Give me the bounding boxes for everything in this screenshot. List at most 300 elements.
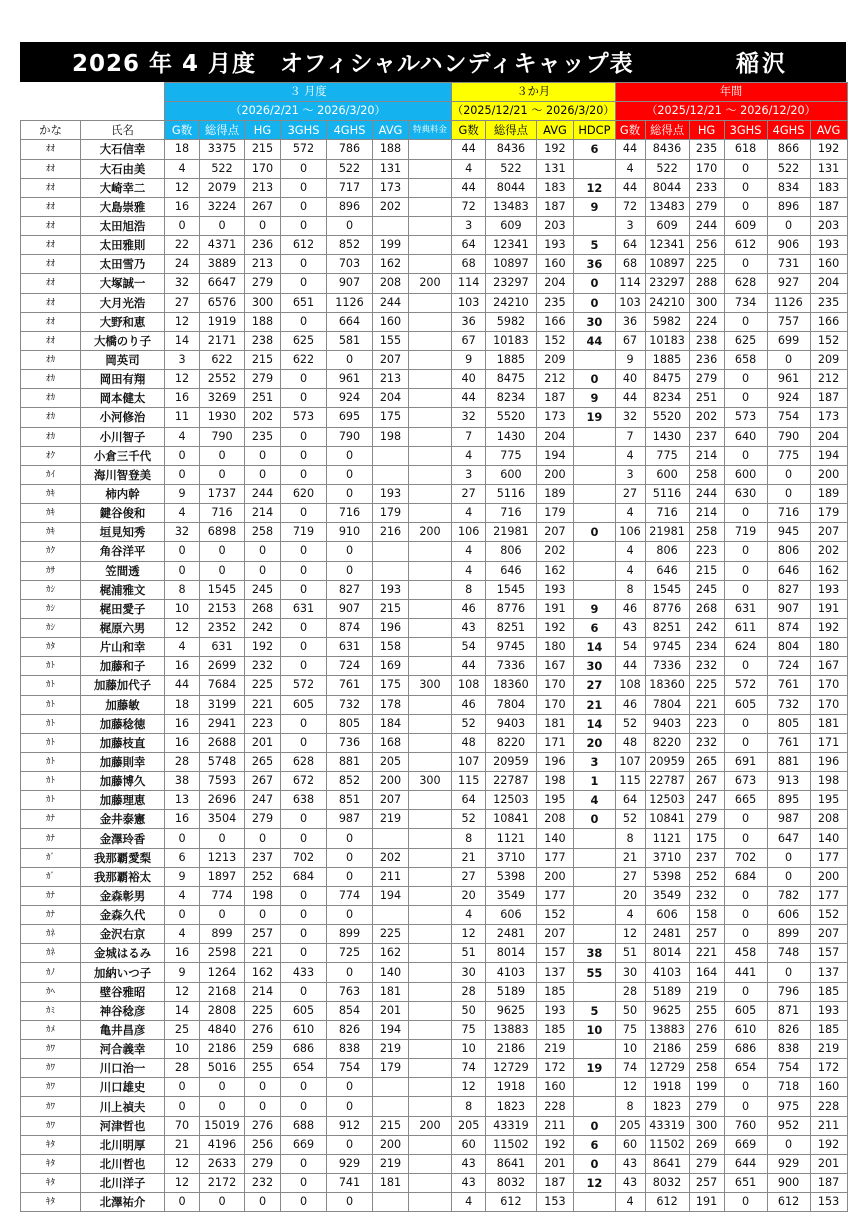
cell-m-3ghs: 0	[281, 504, 327, 523]
cell-m-avg: 194	[373, 886, 409, 905]
cell-name: 柿内幹	[81, 484, 165, 503]
cell-m-3ghs: 684	[281, 867, 327, 886]
cell-y-3ghs: 0	[724, 178, 767, 197]
cell-y-g: 3	[615, 465, 645, 484]
cell-q-total: 8776	[486, 599, 536, 618]
cell-m-4ghs: 910	[327, 523, 373, 542]
cell-m-bonus	[409, 465, 452, 484]
cell-m-hg: 213	[245, 255, 281, 274]
cell-y-g: 44	[615, 140, 645, 159]
cell-q-g: 27	[452, 484, 486, 503]
cell-kana: ｶﾀ	[21, 638, 81, 657]
cell-m-avg: 160	[373, 312, 409, 331]
cell-m-4ghs: 790	[327, 427, 373, 446]
cell-q-total: 7336	[486, 657, 536, 676]
cell-q-g: 27	[452, 867, 486, 886]
cell-m-hg: 225	[245, 676, 281, 695]
cell-q-avg: 198	[536, 772, 574, 791]
cell-y-4ghs: 874	[767, 618, 810, 637]
table-row	[21, 982, 848, 1001]
cell-m-bonus	[409, 1097, 452, 1116]
cell-kana: ｶﾅ	[21, 810, 81, 829]
cell-q-total: 8014	[486, 944, 536, 963]
cell-y-total: 5189	[645, 982, 689, 1001]
club-name: 稲沢	[736, 51, 788, 77]
cell-y-g: 27	[615, 867, 645, 886]
cell-q-g: 4	[452, 504, 486, 523]
cell-m-3ghs: 605	[281, 695, 327, 714]
cell-y-3ghs: 0	[724, 906, 767, 925]
cell-y-total: 646	[645, 561, 689, 580]
cell-q-g: 44	[452, 178, 486, 197]
cell-y-4ghs: 866	[767, 140, 810, 159]
cell-m-hg: 225	[245, 1001, 281, 1020]
cell-m-total: 1545	[200, 580, 245, 599]
col-annual-3ghs: 3GHS	[724, 121, 767, 140]
cell-q-g: 64	[452, 236, 486, 255]
cell-y-g: 12	[615, 925, 645, 944]
cell-y-total: 1885	[645, 350, 689, 369]
table-row	[21, 1001, 848, 1020]
cell-m-3ghs: 0	[281, 1174, 327, 1193]
cell-name: 笠間透	[81, 561, 165, 580]
cell-y-total: 1545	[645, 580, 689, 599]
cell-y-g: 8	[615, 580, 645, 599]
cell-m-3ghs: 572	[281, 676, 327, 695]
cell-m-3ghs: 0	[281, 159, 327, 178]
col-3m-hdcp: HDCP	[574, 121, 615, 140]
cell-m-4ghs: 852	[327, 772, 373, 791]
column-header-row	[21, 121, 848, 140]
cell-y-g: 46	[615, 599, 645, 618]
cell-name: 亀井昌彦	[81, 1020, 165, 1039]
cell-m-bonus	[409, 791, 452, 810]
cell-y-hg: 245	[689, 580, 724, 599]
cell-m-g: 16	[165, 714, 200, 733]
cell-m-4ghs: 929	[327, 1154, 373, 1173]
cell-name: 加藤則幸	[81, 752, 165, 771]
cell-kana: ｵｵ	[21, 312, 81, 331]
table-row	[21, 1135, 848, 1154]
cell-y-hg: 279	[689, 370, 724, 389]
cell-y-g: 8	[615, 829, 645, 848]
cell-m-4ghs: 874	[327, 618, 373, 637]
cell-q-g: 40	[452, 370, 486, 389]
cell-name: 加藤理恵	[81, 791, 165, 810]
cell-m-avg	[373, 446, 409, 465]
cell-y-total: 24210	[645, 293, 689, 312]
cell-m-g: 0	[165, 1078, 200, 1097]
cell-kana: ｵｶ	[21, 350, 81, 369]
cell-y-4ghs: 899	[767, 925, 810, 944]
cell-m-total: 0	[200, 542, 245, 561]
col-monthly-total: 総得点	[200, 121, 245, 140]
three-month-period-range: （2025/12/21 ～ 2026/3/20）	[452, 102, 616, 121]
cell-m-3ghs: 0	[281, 714, 327, 733]
cell-m-avg: 175	[373, 676, 409, 695]
cell-y-avg: 137	[810, 963, 847, 982]
cell-q-total: 24210	[486, 293, 536, 312]
cell-m-hg: 221	[245, 695, 281, 714]
table-row	[21, 772, 848, 791]
table-row	[21, 1097, 848, 1116]
cell-y-4ghs: 1126	[767, 293, 810, 312]
cell-y-g: 72	[615, 197, 645, 216]
cell-m-bonus	[409, 752, 452, 771]
cell-y-3ghs: 0	[724, 982, 767, 1001]
cell-m-total: 2808	[200, 1001, 245, 1020]
cell-y-g: 4	[615, 1193, 645, 1212]
cell-m-bonus	[409, 1040, 452, 1059]
cell-name: 北川洋子	[81, 1174, 165, 1193]
table-row	[21, 906, 848, 925]
cell-m-bonus	[409, 140, 452, 159]
cell-m-g: 10	[165, 599, 200, 618]
cell-kana: ｵｶ	[21, 408, 81, 427]
cell-y-avg: 219	[810, 1040, 847, 1059]
cell-y-3ghs: 651	[724, 1174, 767, 1193]
col-monthly-3ghs: 3GHS	[281, 121, 327, 140]
annual-period-label: 年間	[615, 83, 847, 102]
cell-m-avg: 184	[373, 714, 409, 733]
cell-y-4ghs: 927	[767, 274, 810, 293]
cell-m-3ghs: 572	[281, 140, 327, 159]
cell-y-hg: 258	[689, 523, 724, 542]
cell-q-avg: 152	[536, 331, 574, 350]
cell-y-hg: 191	[689, 1193, 724, 1212]
cell-m-hg: 232	[245, 657, 281, 676]
cell-q-total: 8220	[486, 733, 536, 752]
cell-q-avg: 187	[536, 389, 574, 408]
cell-y-3ghs: 631	[724, 599, 767, 618]
cell-m-3ghs: 702	[281, 848, 327, 867]
cell-y-total: 1121	[645, 829, 689, 848]
cell-m-avg: 201	[373, 1001, 409, 1020]
cell-m-4ghs: 854	[327, 1001, 373, 1020]
cell-hdcp	[574, 1040, 615, 1059]
cell-kana: ｶﾒ	[21, 1020, 81, 1039]
cell-m-4ghs: 851	[327, 791, 373, 810]
cell-m-avg: 179	[373, 1059, 409, 1078]
cell-y-avg: 192	[810, 618, 847, 637]
three-month-period-label: ３か月	[452, 83, 616, 102]
cell-hdcp	[574, 1097, 615, 1116]
cell-m-4ghs: 0	[327, 561, 373, 580]
cell-m-3ghs: 0	[281, 886, 327, 905]
cell-m-total: 7684	[200, 676, 245, 695]
cell-y-total: 4103	[645, 963, 689, 982]
cell-m-total: 3199	[200, 695, 245, 714]
cell-y-hg: 258	[689, 1059, 724, 1078]
table-row	[21, 714, 848, 733]
cell-q-total: 806	[486, 542, 536, 561]
cell-m-hg: 0	[245, 542, 281, 561]
cell-kana: ｵｵ	[21, 216, 81, 235]
cell-y-hg: 237	[689, 848, 724, 867]
cell-y-3ghs: 0	[724, 312, 767, 331]
cell-q-total: 775	[486, 446, 536, 465]
cell-y-total: 10897	[645, 255, 689, 274]
cell-y-4ghs: 606	[767, 906, 810, 925]
cell-y-total: 5982	[645, 312, 689, 331]
monthly-period-label: ３ 月度	[165, 83, 452, 102]
cell-y-total: 22787	[645, 772, 689, 791]
cell-m-4ghs: 852	[327, 236, 373, 255]
cell-m-bonus	[409, 1001, 452, 1020]
cell-y-total: 3549	[645, 886, 689, 905]
cell-q-avg: 193	[536, 1001, 574, 1020]
cell-y-4ghs: 0	[767, 350, 810, 369]
cell-hdcp: 30	[574, 657, 615, 676]
cell-m-avg: 219	[373, 1040, 409, 1059]
cell-q-g: 4	[452, 906, 486, 925]
cell-m-4ghs: 581	[327, 331, 373, 350]
cell-y-total: 7804	[645, 695, 689, 714]
cell-y-avg: 160	[810, 1078, 847, 1097]
cell-y-hg: 175	[689, 829, 724, 848]
cell-y-4ghs: 796	[767, 982, 810, 1001]
cell-name: 大石由美	[81, 159, 165, 178]
cell-q-g: 44	[452, 389, 486, 408]
cell-y-3ghs: 702	[724, 848, 767, 867]
cell-m-avg: 131	[373, 159, 409, 178]
cell-m-4ghs: 0	[327, 465, 373, 484]
table-row	[21, 867, 848, 886]
cell-hdcp	[574, 906, 615, 925]
cell-y-hg: 221	[689, 695, 724, 714]
cell-kana: ｶﾞ	[21, 867, 81, 886]
cell-name: 大島崇雅	[81, 197, 165, 216]
cell-kana: ｶﾄ	[21, 752, 81, 771]
cell-m-g: 13	[165, 791, 200, 810]
cell-y-total: 5398	[645, 867, 689, 886]
cell-m-4ghs: 716	[327, 504, 373, 523]
cell-hdcp: 0	[574, 810, 615, 829]
cell-kana: ｶﾜ	[21, 1078, 81, 1097]
cell-y-3ghs: 0	[724, 389, 767, 408]
cell-q-g: 4	[452, 159, 486, 178]
cell-q-avg: 207	[536, 523, 574, 542]
cell-name: 岡英司	[81, 350, 165, 369]
cell-q-total: 13483	[486, 197, 536, 216]
cell-y-3ghs: 669	[724, 1135, 767, 1154]
cell-m-avg	[373, 829, 409, 848]
cell-m-hg: 198	[245, 886, 281, 905]
cell-y-4ghs: 748	[767, 944, 810, 963]
cell-y-g: 44	[615, 389, 645, 408]
cell-m-total: 4840	[200, 1020, 245, 1039]
cell-y-4ghs: 900	[767, 1174, 810, 1193]
cell-y-avg: 171	[810, 733, 847, 752]
cell-kana: ｶﾄ	[21, 695, 81, 714]
cell-q-g: 20	[452, 886, 486, 905]
col-monthly-bonus: 特典料金	[409, 121, 452, 140]
cell-y-avg: 157	[810, 944, 847, 963]
cell-m-hg: 236	[245, 236, 281, 255]
cell-m-total: 3224	[200, 197, 245, 216]
cell-y-avg: 196	[810, 752, 847, 771]
cell-m-g: 22	[165, 236, 200, 255]
cell-y-hg: 258	[689, 465, 724, 484]
cell-m-total: 2168	[200, 982, 245, 1001]
table-row	[21, 312, 848, 331]
cell-m-3ghs: 0	[281, 1078, 327, 1097]
cell-q-avg: 166	[536, 312, 574, 331]
cell-m-3ghs: 622	[281, 350, 327, 369]
cell-m-avg: 196	[373, 618, 409, 637]
cell-m-g: 0	[165, 216, 200, 235]
cell-m-hg: 201	[245, 733, 281, 752]
cell-y-g: 12	[615, 1078, 645, 1097]
cell-y-3ghs: 630	[724, 484, 767, 503]
cell-m-avg: 193	[373, 484, 409, 503]
cell-y-g: 205	[615, 1116, 645, 1135]
cell-m-total: 0	[200, 1078, 245, 1097]
cell-y-avg: 200	[810, 867, 847, 886]
cell-y-avg: 193	[810, 236, 847, 255]
col-annual-avg: AVG	[810, 121, 847, 140]
cell-kana: ｶｷ	[21, 484, 81, 503]
cell-m-g: 10	[165, 1040, 200, 1059]
cell-name: 川口治一	[81, 1059, 165, 1078]
cell-q-avg: 185	[536, 1020, 574, 1039]
cell-hdcp	[574, 484, 615, 503]
cell-q-avg: 157	[536, 944, 574, 963]
cell-y-3ghs: 640	[724, 427, 767, 446]
cell-m-hg: 223	[245, 714, 281, 733]
cell-y-avg: 131	[810, 159, 847, 178]
cell-m-g: 11	[165, 408, 200, 427]
cell-y-3ghs: 441	[724, 963, 767, 982]
cell-q-avg: 200	[536, 465, 574, 484]
cell-y-g: 9	[615, 350, 645, 369]
cell-m-avg: 168	[373, 733, 409, 752]
cell-y-3ghs: 734	[724, 293, 767, 312]
col-monthly-hg: HG	[245, 121, 281, 140]
cell-m-g: 8	[165, 580, 200, 599]
cell-y-4ghs: 647	[767, 829, 810, 848]
cell-y-4ghs: 731	[767, 255, 810, 274]
cell-m-total: 2171	[200, 331, 245, 350]
cell-q-g: 7	[452, 427, 486, 446]
cell-m-4ghs: 761	[327, 676, 373, 695]
cell-q-g: 75	[452, 1020, 486, 1039]
cell-m-total: 622	[200, 350, 245, 369]
cell-m-hg: 213	[245, 178, 281, 197]
cell-y-hg: 269	[689, 1135, 724, 1154]
cell-m-g: 14	[165, 331, 200, 350]
cell-q-g: 3	[452, 216, 486, 235]
cell-m-hg: 279	[245, 1154, 281, 1173]
cell-m-bonus	[409, 906, 452, 925]
cell-y-g: 64	[615, 791, 645, 810]
cell-name: 梶田愛子	[81, 599, 165, 618]
cell-m-bonus	[409, 1154, 452, 1173]
cell-hdcp: 3	[574, 752, 615, 771]
cell-m-hg: 257	[245, 925, 281, 944]
table-row	[21, 676, 848, 695]
cell-y-3ghs: 673	[724, 772, 767, 791]
cell-y-4ghs: 881	[767, 752, 810, 771]
col-3m-g: G数	[452, 121, 486, 140]
cell-y-4ghs: 945	[767, 523, 810, 542]
cell-y-total: 11502	[645, 1135, 689, 1154]
cell-y-hg: 225	[689, 676, 724, 695]
cell-y-3ghs: 0	[724, 446, 767, 465]
cell-m-3ghs: 0	[281, 274, 327, 293]
cell-y-3ghs: 458	[724, 944, 767, 963]
cell-q-g: 52	[452, 714, 486, 733]
cell-m-bonus	[409, 1135, 452, 1154]
cell-y-total: 21981	[645, 523, 689, 542]
cell-q-total: 8251	[486, 618, 536, 637]
cell-q-total: 646	[486, 561, 536, 580]
cell-y-hg: 279	[689, 810, 724, 829]
cell-q-avg: 140	[536, 829, 574, 848]
table-row	[21, 1078, 848, 1097]
cell-kana: ｶｼ	[21, 618, 81, 637]
cell-q-total: 18360	[486, 676, 536, 695]
cell-hdcp: 10	[574, 1020, 615, 1039]
cell-y-hg: 202	[689, 408, 724, 427]
cell-y-g: 30	[615, 963, 645, 982]
cell-m-g: 14	[165, 1001, 200, 1020]
cell-y-4ghs: 806	[767, 542, 810, 561]
cell-m-g: 0	[165, 1097, 200, 1116]
cell-q-avg: 183	[536, 178, 574, 197]
cell-y-g: 10	[615, 1040, 645, 1059]
cell-m-bonus	[409, 599, 452, 618]
cell-y-total: 9745	[645, 638, 689, 657]
cell-name: 岡田有翔	[81, 370, 165, 389]
cell-q-avg: 219	[536, 1040, 574, 1059]
cell-q-total: 9745	[486, 638, 536, 657]
cell-y-4ghs: 961	[767, 370, 810, 389]
cell-y-avg: 191	[810, 599, 847, 618]
cell-y-4ghs: 612	[767, 1193, 810, 1212]
cell-y-hg: 223	[689, 542, 724, 561]
cell-y-avg: 192	[810, 1135, 847, 1154]
cell-m-4ghs: 724	[327, 657, 373, 676]
cell-y-hg: 236	[689, 350, 724, 369]
cell-m-4ghs: 664	[327, 312, 373, 331]
cell-name: 大月光浩	[81, 293, 165, 312]
cell-y-g: 4	[615, 542, 645, 561]
cell-q-avg: 179	[536, 504, 574, 523]
cell-y-hg: 158	[689, 906, 724, 925]
cell-m-avg	[373, 1078, 409, 1097]
cell-q-g: 107	[452, 752, 486, 771]
cell-hdcp	[574, 446, 615, 465]
cell-m-3ghs: 0	[281, 618, 327, 637]
cell-m-3ghs: 0	[281, 944, 327, 963]
cell-m-avg: 158	[373, 638, 409, 657]
cell-hdcp	[574, 580, 615, 599]
cell-m-hg: 256	[245, 1135, 281, 1154]
cell-y-4ghs: 906	[767, 236, 810, 255]
cell-y-total: 9403	[645, 714, 689, 733]
cell-m-4ghs: 786	[327, 140, 373, 159]
cell-y-3ghs: 0	[724, 829, 767, 848]
cell-y-hg: 265	[689, 752, 724, 771]
cell-y-avg: 153	[810, 1193, 847, 1212]
cell-y-4ghs: 699	[767, 331, 810, 350]
cell-y-4ghs: 754	[767, 408, 810, 427]
cell-m-total: 2633	[200, 1154, 245, 1173]
cell-m-bonus	[409, 561, 452, 580]
cell-hdcp: 9	[574, 389, 615, 408]
cell-m-g: 25	[165, 1020, 200, 1039]
